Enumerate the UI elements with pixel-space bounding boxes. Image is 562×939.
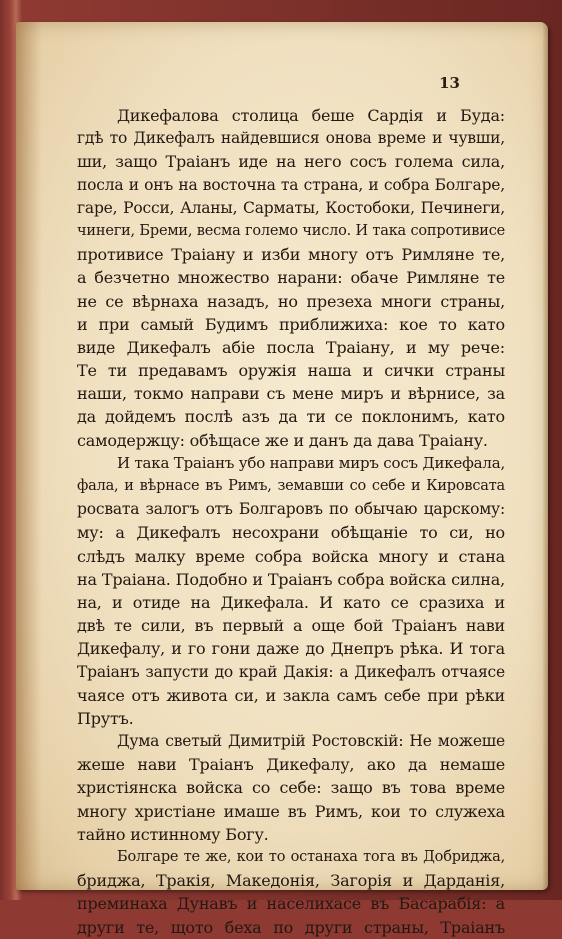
text-line: Дикефалу, и го гони даже до Днепръ рѣка. И тога <box>77 639 505 659</box>
text-line: бриджа, Тракія, Македонія, Загорія и Дарданія, <box>77 871 505 891</box>
text-line: гаре, Росси, Аланы, Сарматы, Костобоки, Печинеги, <box>77 198 505 217</box>
text-line: фала, и вѣрнасе въ Римъ, земавши со себе и Кировсата <box>77 478 505 494</box>
text-line: не се вѣрнаха назадъ, но презеха многи страны, <box>77 291 505 311</box>
text-line: Те ти предавамъ оружія наша и сички страны <box>77 361 505 381</box>
page-gutter-shadow <box>16 22 42 890</box>
text-line: и при самый Будимъ приближиха: кое то като <box>77 314 505 334</box>
text-line: жеше нави Траіанъ Дикефалу, ако да немаше <box>77 755 505 775</box>
text-line: противисе Траіану и изби многу отъ Римляне те, <box>77 245 505 265</box>
page-edge-shadow <box>542 22 548 890</box>
text-line: преминаха Дунавъ и населихасе въ Басарабія: а <box>77 894 505 914</box>
text-line: тайно истинному Богу. <box>77 824 269 844</box>
text-line: други те, щото беха по други страны, Траіанъ <box>77 917 505 937</box>
text-line: самодержцу: обѣщасе же и данъ да дава Траіану. <box>77 430 488 450</box>
text-line: а безчетно множество нарани: обаче Римляне те <box>77 268 505 288</box>
text-line: му: а Дикефалъ несохрани обѣщаніе то си, но <box>77 523 505 543</box>
page-number: 13 <box>439 74 460 92</box>
text-line: Траіанъ запусти до край Дакія: а Дикефалъ отчаясе <box>77 662 505 681</box>
text-line: виде Дикефалъ абіе посла Траіану, и му рече: <box>77 337 505 357</box>
book-page <box>16 22 548 937</box>
text-line: да дойдемъ послѣ азъ да ти се поклонимъ, като <box>77 407 505 427</box>
text-line: слѣдъ малку време собра войска многу и стана <box>77 546 505 566</box>
text-line: Дума светый Димитрій Ростовскій: Не можеше <box>117 732 505 751</box>
text-line: росвата залогъ отъ Болгаровъ по обычаю царскому: <box>77 500 505 519</box>
body-text <box>77 104 505 939</box>
text-line: Дикефалова столица беше Сардія и Буда: <box>117 106 505 125</box>
text-line: И така Траіанъ убо направи миръ сосъ Дикефала, <box>117 453 506 472</box>
text-line: Болгаре те же, кои то останаха тога въ Добриджа, <box>117 849 505 865</box>
text-line: многу христіане имаше въ Римъ, кои то служеха <box>77 801 505 821</box>
text-line: на, и отиде на Дикефала. И като се сразиха и <box>77 592 505 612</box>
text-line: гдѣ то Дикефалъ найдевшися онова време и чувши, <box>77 129 505 148</box>
text-line: посла и онъ на восточна та страна, и собра Болгаре, <box>77 175 505 194</box>
text-line: Прутъ. <box>77 708 134 728</box>
text-line: наши, токмо направи съ мене миръ и вѣрнисе, за <box>77 384 505 404</box>
text-line: чинеги, Бреми, весма големо число. И така сопротивисе <box>77 222 505 239</box>
text-line: двѣ те сили, въ первый а още бой Траіанъ нави <box>77 616 505 636</box>
text-line: ши, защо Траіанъ иде на него сосъ голема сила, <box>77 152 505 172</box>
text-line: на Траіана. Подобно и Траіанъ собра войска силна, <box>77 569 505 589</box>
text-line: чаясе отъ живота си, и закла самъ себе при рѣки <box>77 685 505 705</box>
text-line: христіянска войска со себе: защо въ това време <box>77 778 505 798</box>
